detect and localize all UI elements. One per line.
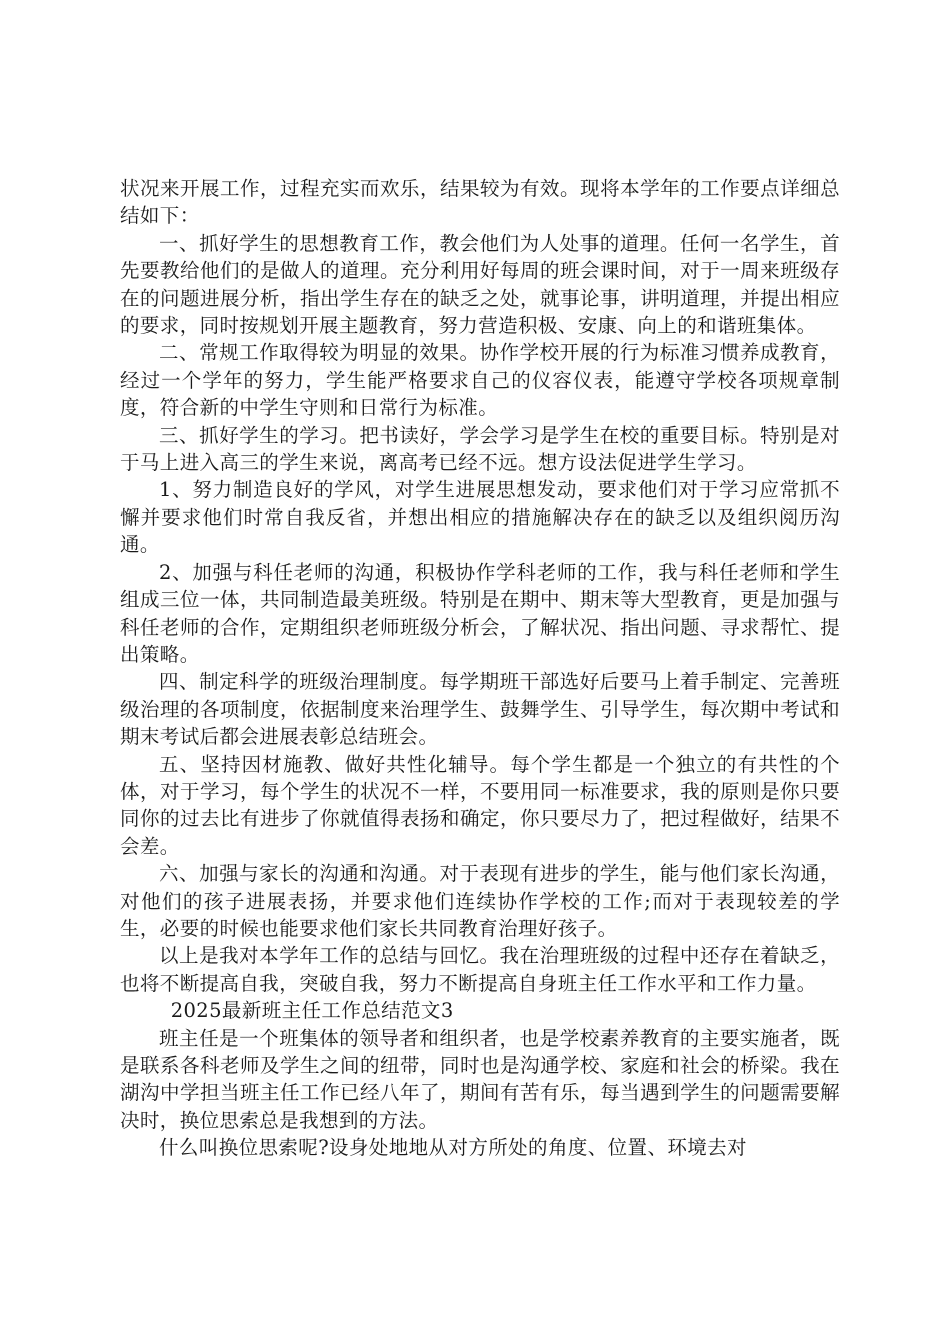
paragraph: 班主任是一个班集体的领导者和组织者，也是学校素养教育的主要实施者，既是联系各科老师及学生之间的纽带，同时也是沟通学校、家庭和社会的桥梁。我在湖沟中学担当班主任工作已经八年了，期间有苦有乐，每当遇到学生的问题需要解决时，换位思索总是我想到的方法。 xyxy=(120,1026,840,1132)
paragraph: 四、制定科学的班级治理制度。每学期班干部选好后要马上着手制定、完善班级治理的各项制度，依据制度来治理学生、鼓舞学生、引导学生，每次期中考试和期末考试后都会进展表彰总结班会。 xyxy=(120,670,840,749)
paragraph: 1、努力制造良好的学风，对学生进展思想发动，要求他们对于学习应常抓不懈并要求他们时常自我反省，并想出相应的措施解决存在的缺乏以及组织阅历沟通。 xyxy=(120,478,840,557)
paragraph: 五、坚持因材施教、做好共性化辅导。每个学生都是一个独立的有共性的个体，对于学习，每个学生的状况不一样，不要用同一标准要求，我的原则是你只要同你的过去比有进步了你就值得表扬和确定，你只要尽力了，把过程做好，结果不会差。 xyxy=(120,752,840,858)
paragraph: 六、加强与家长的沟通和沟通。对于表现有进步的学生，能与他们家长沟通，对他们的孩子进展表扬，并要求他们连续协作学校的工作;而对于表现较差的学生，必要的时候也能要求他们家长共同教育治理好孩子。 xyxy=(120,862,840,940)
paragraph: 二、常规工作取得较为明显的效果。协作学校开展的行为标准习惯养成教育，经过一个学年的努力，学生能严格要求自己的仪容仪表，能遵守学校各项规章制度，符合新的中学生守则和日常行为标准。 xyxy=(120,341,840,420)
section-heading: 2025最新班主任工作总结范文3 xyxy=(170,999,454,1023)
paragraph: 一、抓好学生的思想教育工作，教会他们为人处事的道理。任何一名学生，首先要教给他们的是做人的道理。充分利用好每周的班会课时间，对于一周来班级存在的问题进展分析，指出学生存在的缺乏之处，就事论事，讲明道理，并提出相应的要求，同时按规划开展主题教育，努力营造积极、安康、向上的和谐班集体。 xyxy=(120,231,840,338)
paragraph: 三、抓好学生的学习。把书读好，学会学习是学生在校的重要目标。特别是对于马上进入高三的学生来说，离高考已经不远。想方设法促进学生学习。 xyxy=(120,423,840,475)
paragraph: 以上是我对本学年工作的总结与回忆。我在治理班级的过程中还存在着缺乏，也将不断提高自我，突破自我，努力不断提高自身班主任工作水平和工作力量。 xyxy=(120,944,840,995)
paragraph: 2、加强与科任老师的沟通，积极协作学科老师的工作，我与科任老师和学生组成三位一体，共同制造最美班级。特别是在期中、期末等大型教育，更是加强与科任老师的合作，定期组织老师班级分析会，了解状况、指出问题、寻求帮忙、提出策略。 xyxy=(120,560,840,666)
paragraph: 什么叫换位思索呢?设身处地地从对方所处的角度、位置、环境去对 xyxy=(159,1136,747,1160)
paragraph: 状况来开展工作，过程充实而欢乐，结果较为有效。现将本学年的工作要点详细总结如下： xyxy=(120,177,840,228)
document-body xyxy=(120,175,840,1162)
